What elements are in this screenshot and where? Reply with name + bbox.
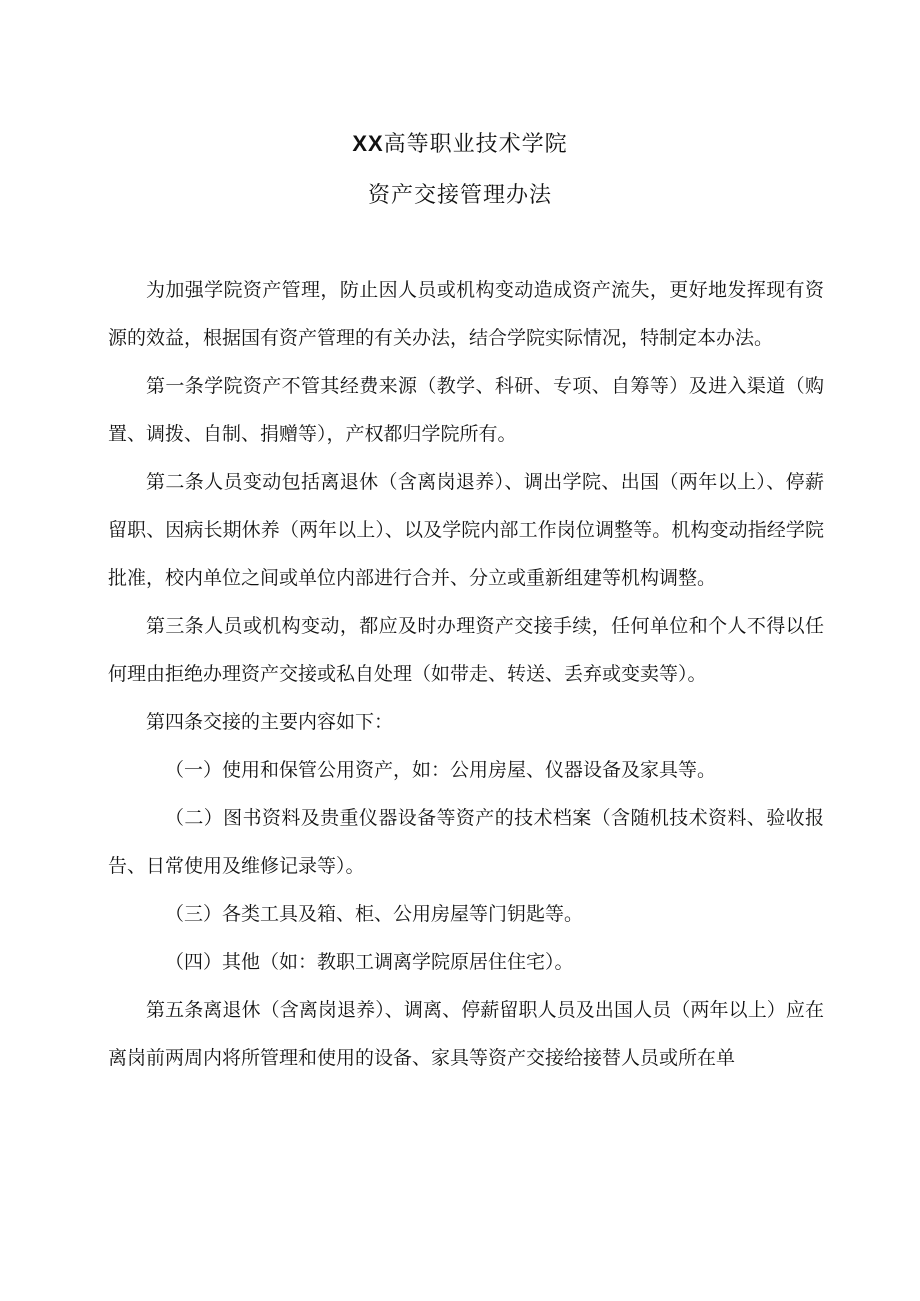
paragraph-article-2: 第二条人员变动包括离退休（含离岗退养）、调出学院、出国（两年以上）、停薪留职、因病长期休养（两年以上）、以及学院内部工作岗位调整等。机构变动指经学院批准，校内单位之间或单位内部进行合并、分立或重新组建等机构调整。: [108, 471, 824, 589]
document-body: [108, 266, 824, 1082]
list-item-1: （一）使用和保管公用资产，如：公用房屋、仪器设备及家具等。: [165, 759, 717, 781]
list-item-4: （四）其他（如：教职工调离学院原居住住宅）。: [165, 951, 574, 973]
document-title-line-1: [0, 127, 920, 158]
title-main: 高等职业技术学院: [383, 132, 568, 157]
paragraph-article-3: 第三条人员或机构变动，都应及时办理资产交接手续，任何单位和个人不得以任何理由拒绝办理资产交接或私自处理（如带走、转送、丢弃或变卖等）。: [108, 615, 824, 685]
document-title-line-2: 资产交接管理办法: [367, 183, 552, 208]
title-prefix: XX: [352, 131, 384, 156]
paragraph-article-1: 第一条学院资产不管其经费来源（教学、科研、专项、自筹等）及进入渠道（购置、调拨、自制、捐赠等），产权都归学院所有。: [108, 375, 824, 445]
list-item-3: （三）各类工具及箱、柜、公用房屋等门钥匙等。: [165, 903, 584, 925]
paragraph-article-5: 第五条离退休（含离岗退养）、调离、停薪留职人员及出国人员（两年以上）应在离岗前两周内将所管理和使用的设备、家具等资产交接给接替人员或所在单: [108, 999, 824, 1069]
paragraph-article-4: 第四条交接的主要内容如下：: [146, 711, 394, 733]
paragraph-preamble: 为加强学院资产管理，防止因人员或机构变动造成资产流失，更好地发挥现有资源的效益，根据国有资产管理的有关办法，结合学院实际情况，特制定本办法。: [108, 279, 824, 349]
list-item-2: （二）图书资料及贵重仪器设备等资产的技术档案（含随机技术资料、验收报告、日常使用及维修记录等）。: [108, 807, 824, 877]
